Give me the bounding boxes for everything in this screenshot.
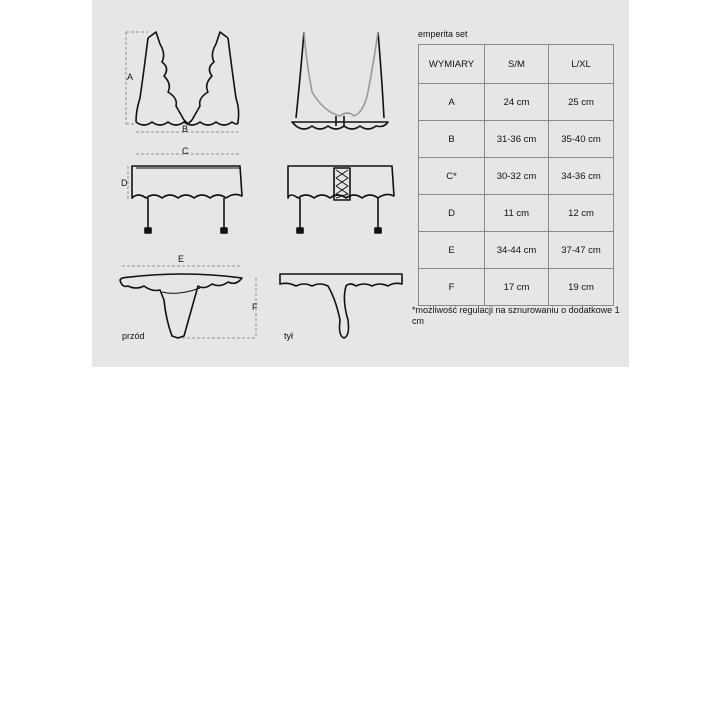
size-chart-panel [92, 0, 629, 367]
table-cell: 12 cm [549, 195, 614, 232]
table-cell: 37-47 cm [549, 232, 614, 269]
table-cell: B [419, 121, 485, 158]
bra-back-drawing [292, 32, 388, 129]
table-row [419, 269, 614, 306]
table-cell: 11 cm [485, 195, 549, 232]
front-view-label: przód [122, 331, 145, 341]
dimension-label-b: B [182, 124, 189, 134]
header-cell: S/M [485, 45, 549, 84]
lacing-note: *możliwość regulacji na sznurowaniu o dodatkowe 1 cm [412, 305, 620, 326]
header-cell: L/XL [549, 45, 614, 84]
table-cell: 31-36 cm [485, 121, 549, 158]
set-title: emperita set [418, 29, 468, 39]
table-row [419, 158, 614, 195]
thong-front-drawing [120, 274, 242, 338]
header-cell: WYMIARY [419, 45, 485, 84]
table-cell: A [419, 84, 485, 121]
thong-back-drawing [280, 274, 402, 338]
table-cell: 35-40 cm [549, 121, 614, 158]
table-cell: C* [419, 158, 485, 195]
table-cell: 25 cm [549, 84, 614, 121]
garter-belt-front-drawing [132, 166, 242, 233]
garter-belt-back-drawing [288, 166, 394, 233]
back-view-label: tył [284, 331, 293, 341]
dimension-label-e: E [178, 254, 185, 264]
table-row [419, 84, 614, 121]
dimension-label-a: A [127, 72, 134, 82]
dimension-label-d: D [121, 178, 128, 188]
table-header-row [419, 45, 614, 84]
bra-front-drawing [136, 32, 239, 125]
table-cell: E [419, 232, 485, 269]
table-cell: D [419, 195, 485, 232]
table-cell: 34-36 cm [549, 158, 614, 195]
table-cell: 24 cm [485, 84, 549, 121]
table-row [419, 195, 614, 232]
table-row [419, 232, 614, 269]
table-cell: F [419, 269, 485, 306]
size-table [418, 44, 614, 306]
dimension-label-c: C [182, 146, 189, 156]
table-cell: 34-44 cm [485, 232, 549, 269]
dimension-label-f: F [252, 302, 258, 312]
table-row [419, 121, 614, 158]
table-cell: 17 cm [485, 269, 549, 306]
table-cell: 30-32 cm [485, 158, 549, 195]
table-cell: 19 cm [549, 269, 614, 306]
